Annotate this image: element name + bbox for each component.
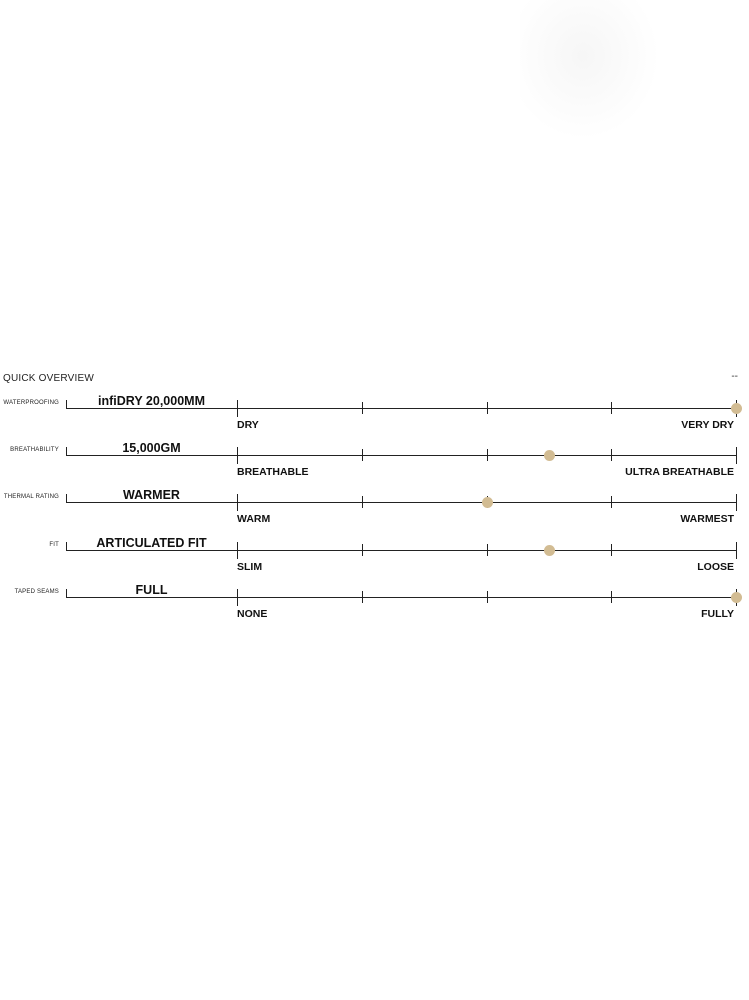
scale-tick — [736, 494, 737, 511]
scale-tick — [487, 402, 488, 414]
scale-tick — [611, 544, 612, 556]
scale-tick — [362, 449, 363, 461]
scale-min-label: NONE — [237, 608, 268, 620]
rating-label: WATERPROOFING — [3, 400, 59, 406]
scale-tick — [487, 591, 488, 603]
scale-tick — [736, 542, 737, 559]
scale-tick — [237, 447, 238, 464]
rating-scale — [237, 589, 736, 637]
rating-value: infiDRY 20,000MM — [98, 394, 205, 408]
scale-tick — [611, 591, 612, 603]
quick-overview-heading: QUICK OVERVIEW — [3, 373, 94, 384]
rating-value: WARMER — [123, 488, 180, 502]
scale-tick — [611, 449, 612, 461]
scale-tick — [362, 496, 363, 508]
bracket-line — [66, 502, 237, 503]
collapse-toggle[interactable]: -- — [731, 371, 738, 382]
scale-max-label: VERY DRY — [681, 419, 734, 431]
scale-marker — [731, 592, 742, 603]
rating-row-thermal — [0, 488, 749, 542]
rating-label: TAPED SEAMS — [14, 589, 59, 595]
bracket-line — [66, 550, 237, 551]
scale-tick — [362, 402, 363, 414]
scale-tick — [736, 447, 737, 464]
rating-label: FIT — [49, 542, 59, 548]
rating-label: BREATHABILITY — [10, 447, 59, 453]
scale-tick — [487, 544, 488, 556]
scale-min-label: DRY — [237, 419, 259, 431]
scale-tick — [611, 496, 612, 508]
rating-value: 15,000GM — [122, 441, 181, 455]
scale-min-label: WARM — [237, 513, 271, 525]
scale-marker — [482, 497, 493, 508]
scale-tick — [362, 591, 363, 603]
scale-tick — [611, 402, 612, 414]
rating-row-taped-seams — [0, 583, 749, 637]
scale-marker — [544, 545, 555, 556]
scale-tick — [237, 589, 238, 606]
rating-value: FULL — [135, 583, 168, 597]
quick-overview-panel — [0, 367, 749, 637]
scale-tick — [362, 544, 363, 556]
scale-tick — [237, 494, 238, 511]
scale-max-label: FULLY — [701, 608, 734, 620]
scale-min-label: SLIM — [237, 561, 263, 573]
faded-product-image — [520, 0, 660, 140]
scale-max-label: ULTRA BREATHABLE — [625, 466, 734, 478]
scale-max-label: WARMEST — [680, 513, 734, 525]
rating-scale — [237, 494, 736, 542]
scale-tick — [237, 400, 238, 417]
scale-tick — [237, 542, 238, 559]
scale-max-label: LOOSE — [697, 561, 734, 573]
bracket-line — [66, 455, 237, 456]
rating-value: ARTICULATED FIT — [96, 536, 207, 550]
scale-min-label: BREATHABLE — [237, 466, 309, 478]
bracket-line — [66, 597, 237, 598]
rating-scale — [237, 542, 736, 590]
rating-label: THERMAL RATING — [3, 494, 59, 500]
rating-scale — [237, 400, 736, 448]
rating-scale — [237, 447, 736, 495]
scale-marker — [731, 403, 742, 414]
bracket-line — [66, 408, 237, 409]
scale-tick — [487, 449, 488, 461]
scale-marker — [544, 450, 555, 461]
